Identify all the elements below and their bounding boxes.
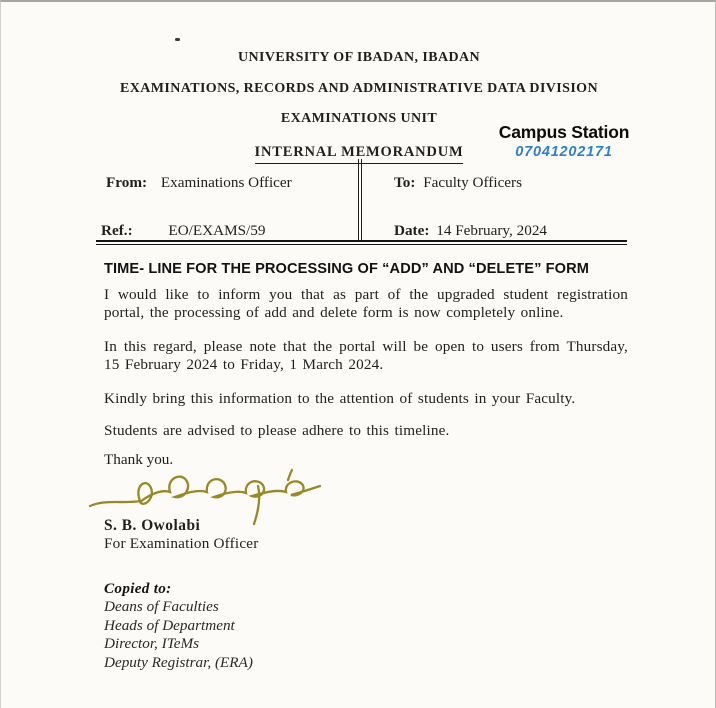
meta-vertical-divider <box>358 159 362 242</box>
meta-bottom-double-rule <box>96 240 627 245</box>
copied-to-section <box>104 580 253 672</box>
body-paragraph-4: Students are advised to please adhere to this timeline. <box>104 422 450 439</box>
memo-type-label: INTERNAL MEMORANDUM <box>255 144 464 164</box>
org-name-line1: UNIVERSITY OF IBADAN, IBADAN <box>238 50 480 65</box>
watermark-phone-number: 07041202171 <box>515 144 613 160</box>
to-value: Faculty Officers <box>423 174 523 191</box>
copied-recipient: Director, ITeMs <box>104 635 200 653</box>
signatory-title: For Examination Officer <box>104 535 259 552</box>
copied-to-label: Copied to: <box>104 580 172 597</box>
ref-label: Ref.: <box>101 222 133 239</box>
date-label: Date: <box>394 222 430 239</box>
watermark-station-name: Campus Station <box>498 122 630 142</box>
copied-recipient: Deputy Registrar, (ERA) <box>104 653 253 671</box>
copied-recipient: Heads of Department <box>104 616 235 634</box>
scan-artifact-dot <box>175 38 180 41</box>
copied-recipient: Deans of Faculties <box>104 598 219 616</box>
body-paragraph-3: Kindly bring this information to the attention of students in your Faculty. <box>104 390 576 407</box>
meta-ref <box>101 222 265 240</box>
from-label: From: <box>106 174 148 191</box>
ref-value: EO/EXAMS/59 <box>168 222 266 239</box>
closing-line: Thank you. <box>104 451 174 468</box>
meta-to <box>394 174 522 192</box>
meta-from <box>106 174 292 192</box>
meta-date <box>394 222 547 240</box>
date-value: 14 February, 2024 <box>436 222 548 239</box>
org-name-line3: EXAMINATIONS UNIT <box>280 111 438 126</box>
body-paragraph-1: I would like to inform you that as part of the upgraded student registration portal, the processing of add and delete form is now completely online. <box>104 286 628 321</box>
memo-subject-line: TIME- LINE FOR THE PROCESSING OF “ADD” AND “DELETE” FORM <box>104 261 590 277</box>
org-name-line2: EXAMINATIONS, RECORDS AND ADMINISTRATIVE DATA DIVISION <box>120 81 598 96</box>
from-value: Examinations Officer <box>160 174 292 191</box>
body-paragraph-2: In this regard, please note that the portal will be open to users from Thursday, 15 February 2024 to Friday, 1 March 2024. <box>104 338 628 373</box>
to-label: To: <box>394 174 416 191</box>
signatory-name: S. B. Owolabi <box>104 517 201 534</box>
